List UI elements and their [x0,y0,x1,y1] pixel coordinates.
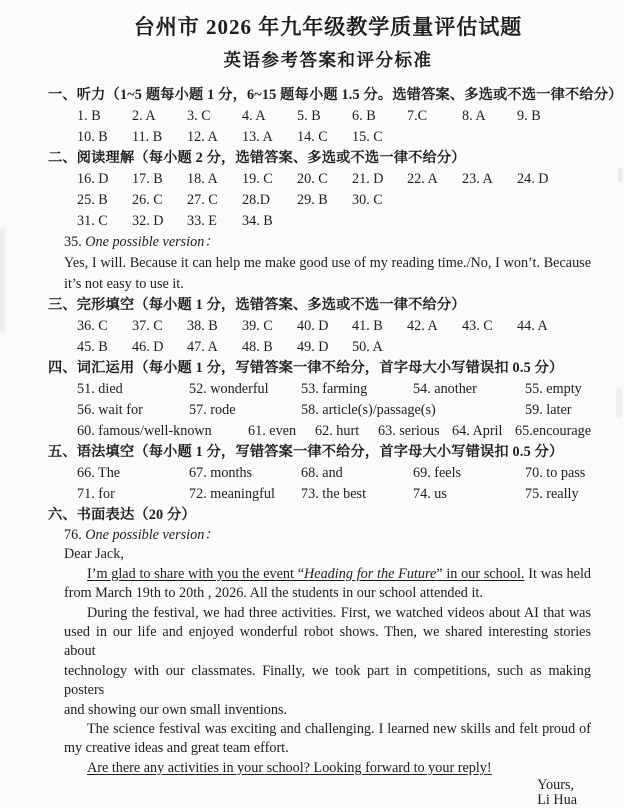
answer-cell: 12. A [187,129,218,145]
answer-cell: 51. died [77,381,123,397]
answer-cell: 33. E [187,213,217,229]
text-segment: Dear Jack, [64,546,124,563]
answer-row [48,463,608,484]
text-line [48,739,591,758]
answer-cell: 49. D [297,339,329,355]
section-header: 五、语法填空（每小题 1 分，写错答案一律不给分，首字母大小写错误扣 0.5 分） [48,444,564,460]
answer-cell: 52. wonderful [189,381,269,397]
answer-cell: 5. B [297,108,321,124]
answer-cell: 47. A [187,339,218,355]
answer-cell: 74. us [413,486,447,502]
text-segment: During the festival, we had three activities. First, we watched videos about AI that was [87,604,591,621]
answer-cell: 42. A [407,318,438,334]
answer-cell: 72. meaningful [189,486,275,502]
text-segment: ” in our school. [436,565,525,582]
answer-cell: 2. A [132,108,156,124]
section-header: 三、完形填空（每小题 1 分，选错答案、多选或不选一律不给分） [48,297,466,313]
section-grammar [48,442,608,505]
answer-cell: 67. months [189,465,253,481]
answer-row [48,316,608,337]
answer-row [48,484,608,505]
text-segment: my creative ideas and great team effort. [64,740,289,757]
answer-cell: 13. A [242,129,273,145]
answer-cell: 75. really [525,486,579,502]
answer-cell: 27. C [187,192,218,208]
text-segment: used in our life and enjoyed wonderful robot shows. Then, we shared interesting stories about [64,624,591,660]
text-line [48,720,591,739]
answer-cell: 48. B [242,339,273,355]
answer-cell: 53. farming [301,381,368,397]
answer-cell: 7.C [407,108,428,124]
text-line [48,584,591,603]
answer-cell: 64. April [452,423,503,439]
text-line [48,701,591,720]
section-header: 一、听力（1~5 题每小题 1 分，6~15 题每小题 1.5 分。选错答案、多选或不选一律不给分） [48,87,623,103]
answer-cell: 65.encourage [515,423,592,439]
section-reading [48,148,608,295]
text-segment: One possible version： [85,527,219,543]
answer-cell: 6. B [352,108,376,124]
answer-row [48,169,608,190]
text-segment: One possible version： [85,234,219,250]
answer-cell: 46. D [132,339,164,355]
text-segment: and showing our own small inventions. [64,701,288,718]
section-header: 四、词汇运用（每小题 1 分，写错答案一律不给分，首字母大小写错误扣 0.5 分） [48,360,564,376]
answer-cell: 50. A [352,339,383,355]
answer-cell: 18. A [187,171,218,187]
answer-sections [48,85,623,808]
answer-cell: 10. B [77,129,108,145]
answer-cell: 21. D [352,171,384,187]
section-listening [48,85,623,148]
answer-row [48,337,608,358]
answer-cell: 66. The [77,465,121,481]
answer-cell: 26. C [132,192,163,208]
answer-row [48,106,608,127]
answer-cell: 19. C [242,171,273,187]
answer-cell: 69. feels [413,465,462,481]
answer-cell: 25. B [77,192,108,208]
answer-cell: 24. D [517,171,549,187]
answer-cell: 31. C [77,213,108,229]
signature-line: Li Hua [537,792,577,808]
answer-row [48,211,608,232]
answer-row [48,421,608,442]
answer-cell: 30. C [352,192,383,208]
answer-cell: 8. A [462,108,486,124]
answer-cell: 28.D [242,192,270,208]
answer-cell: 1. B [77,108,101,124]
text-segment: Are there any activities in your school? Looking forward to your reply! [87,759,492,776]
answer-cell: 14. C [297,129,328,145]
answer-cell: 73. the best [301,486,367,502]
signature-line: Yours, [537,777,575,794]
signature-block [537,778,577,808]
answer-cell: 16. D [77,171,109,187]
answer-cell: 68. and [301,465,343,481]
answer-cell: 43. C [462,318,493,334]
section-header: 六、书面表达（20 分） [48,507,196,523]
text-segment: The science festival was exciting and challenging. I learned new skills and felt proud of [87,721,591,738]
text-line [48,759,591,778]
answer-cell: 61. even [248,423,297,439]
answer-row [48,190,608,211]
text-line [48,623,591,662]
section-vocabulary [48,358,608,442]
answer-cell: 63. serious [378,423,440,439]
answer-cell: 40. D [297,318,329,334]
page-subtitle: 英语参考答案和评分标准 [223,50,433,70]
answer-cell: 59. later [525,402,572,418]
text-segment: technology with our classmates. Finally, we took part in competitions, such as making posters [64,662,591,699]
answer-cell: 36. C [77,318,108,334]
text-line [48,274,591,295]
text-line [48,604,591,623]
answer-row [48,127,608,148]
answer-cell: 39. C [242,318,273,334]
answer-row [48,400,608,421]
text-segment: I’m glad to share with you the event “ [87,565,305,582]
answer-cell: 3. C [187,108,211,124]
answer-cell: 41. B [352,318,383,334]
answer-cell: 23. A [462,171,493,187]
answer-cell: 20. C [297,171,328,187]
answer-cell: 4. A [242,108,266,124]
text-segment: 35. [64,234,86,250]
text-line [48,545,591,564]
answer-cell: 37. C [132,318,163,334]
answer-cell: 62. hurt [315,423,360,439]
answer-cell: 60. famous/well-known [77,423,212,439]
answer-row [48,379,608,400]
answer-cell: 58. article(s)/passage(s) [301,402,436,418]
text-line [48,526,591,545]
answer-cell: 9. B [517,108,541,124]
text-line [48,662,591,701]
section-writing [48,505,608,808]
answer-cell: 38. B [187,318,218,334]
text-line [48,232,591,253]
text-segment: from March 19th to 20th , 2026. All the students in our school attended it. [64,585,483,602]
answer-cell: 29. B [297,192,328,208]
answer-cell: 71. for [77,486,115,502]
text-segment: it’s not easy to use it. [64,276,184,292]
answer-cell: 34. B [242,213,273,229]
answer-cell: 70. to pass [525,465,586,481]
answer-cell: 56. wait for [77,402,143,418]
text-line [48,565,591,584]
answer-cell: 55. empty [525,381,582,397]
answer-cell: 11. B [132,129,163,145]
answer-cell: 44. A [517,318,548,334]
answer-cell: 17. B [132,171,163,187]
text-line [48,253,591,274]
answer-cell: 45. B [77,339,108,355]
page-title: 台州市 2026 年九年级教学质量评估试题 [133,15,523,39]
text-segment: 76. [64,527,86,543]
section-header: 二、阅读理解（每小题 2 分，选错答案、多选或不选一律不给分） [48,150,466,166]
answer-cell: 22. A [407,171,438,187]
text-segment: It was held [524,565,591,582]
answer-cell: 54. another [413,381,477,397]
section-cloze [48,295,608,358]
answer-cell: 57. rode [189,402,236,418]
text-segment: Yes, I will. Because it can help me make good use of my reading time./No, I won’t. Because [64,255,591,271]
answer-cell: 15. C [352,129,383,145]
answer-cell: 32. D [132,213,164,229]
text-segment: Heading for the Future [304,565,437,582]
